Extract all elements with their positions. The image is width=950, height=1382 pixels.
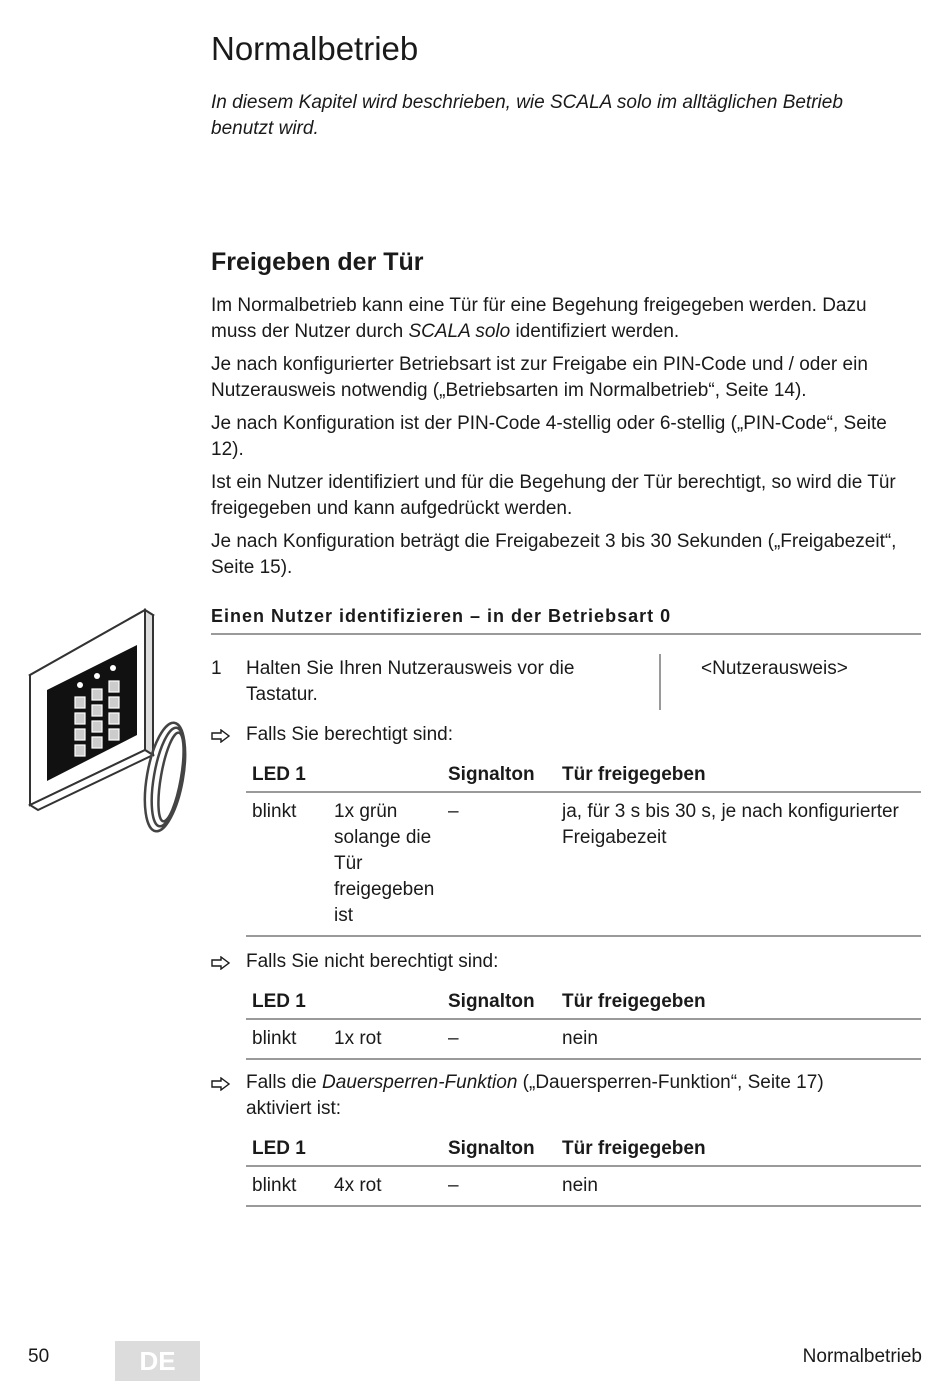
chapter-intro: In diesem Kapitel wird beschrieben, wie SCALA solo im alltäglichen Betrieb benutzt wird. [211, 92, 843, 139]
step-number: 1 [211, 658, 222, 679]
step-instruction: Halten Sie Ihren Nutzerausweis vor die Tastatur. [246, 658, 575, 705]
result-arrow-icon [211, 1077, 231, 1091]
header-release: Tür freigegeben [556, 760, 921, 792]
cell-release: nein [556, 1019, 921, 1059]
procedure-heading: Einen Nutzer identifizieren – in der Betriebsart 0 [211, 606, 921, 635]
cell-led: blinkt [246, 1166, 328, 1206]
keypad-device-illustration [25, 605, 195, 845]
result-arrow-icon [211, 729, 231, 743]
paragraph-2: Je nach konfigurierter Betriebsart ist zur Freigabe ein PIN-Code und / oder ein Nutzerausweis notwendig („Betriebsarten im Normalbetrieb“, Seite 14). [211, 354, 868, 401]
footer-chapter-title: Normalbetrieb [802, 1346, 922, 1367]
header-release: Tür freigegeben [556, 987, 921, 1019]
header-led: LED 1 [246, 987, 442, 1019]
result-arrow-icon [211, 956, 231, 970]
section-title: Freigeben der Tür [211, 248, 424, 276]
header-signal: Signalton [442, 1134, 556, 1166]
result-text: Falls die Dauersperren-Funktion („Dauersperren-Funktion“, Seite 17) aktiviert ist: [246, 1072, 824, 1119]
cell-pattern: 4x rot [328, 1166, 442, 1206]
table-row [246, 1166, 921, 1206]
paragraph-3: Je nach Konfiguration ist der PIN-Code 4-stellig oder 6-stellig („PIN-Code“, Seite 12). [211, 413, 887, 460]
led-status-table-authorized [246, 760, 921, 937]
paragraph-4: Ist ein Nutzer identifiziert und für die Begehung der Tür berechtigt, so wird die Tür freigegeben und kann aufgedrückt werden. [211, 472, 896, 519]
cell-signal: – [442, 792, 556, 936]
language-badge: DE [115, 1341, 200, 1381]
table-header-row [246, 987, 921, 1019]
result-text: Falls Sie berechtigt sind: [246, 724, 453, 745]
cell-led: blinkt [246, 1019, 328, 1059]
table-header-row [246, 760, 921, 792]
result-text: Falls Sie nicht berechtigt sind: [246, 951, 499, 972]
chapter-title: Normalbetrieb [211, 30, 419, 67]
cell-pattern: 1x rot [328, 1019, 442, 1059]
cell-pattern: 1x grün solange die Tür freigegeben ist [328, 792, 442, 936]
paragraph-1: Im Normalbetrieb kann eine Tür für eine Begehung freigegeben werden. Dazu muss der Nutzer durch SCALA solo identifiziert werden. [211, 295, 867, 342]
step-action-label: <Nutzerausweis> [701, 658, 848, 679]
header-signal: Signalton [442, 987, 556, 1019]
header-release: Tür freigegeben [556, 1134, 921, 1166]
header-signal: Signalton [442, 760, 556, 792]
table-row [246, 1019, 921, 1059]
led-status-table-not-authorized [246, 987, 921, 1060]
cell-signal: – [442, 1166, 556, 1206]
header-led: LED 1 [246, 1134, 442, 1166]
paragraph-5: Je nach Konfiguration beträgt die Freigabezeit 3 bis 30 Sekunden („Freigabezeit“, Seite 15). [211, 531, 897, 578]
step-divider [659, 654, 661, 710]
cell-signal: – [442, 1019, 556, 1059]
led-status-table-permanent-lock [246, 1134, 921, 1207]
cell-release: nein [556, 1166, 921, 1206]
table-header-row [246, 1134, 921, 1166]
header-led: LED 1 [246, 760, 442, 792]
cell-led: blinkt [246, 792, 328, 936]
page-number: 50 [28, 1346, 50, 1367]
cell-release: ja, für 3 s bis 30 s, je nach konfigurierter Freigabezeit [556, 792, 921, 936]
section-body [211, 293, 911, 588]
table-row [246, 792, 921, 936]
